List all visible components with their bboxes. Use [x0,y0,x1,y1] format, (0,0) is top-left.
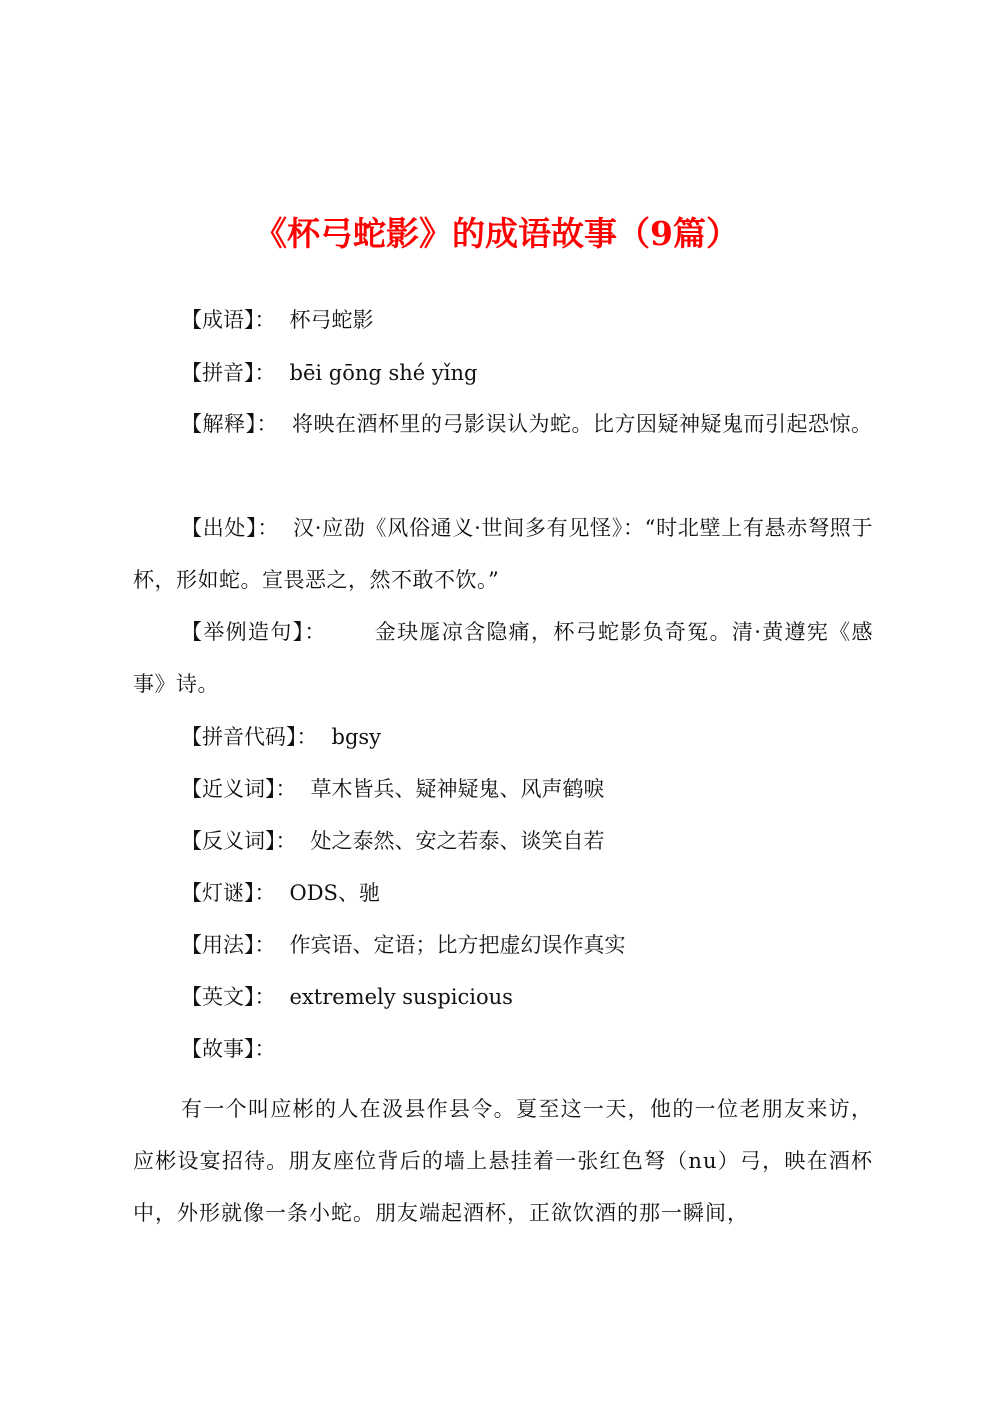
entry-label: 【用法】： [181,933,276,957]
entry-label: 【成语】： [181,308,276,332]
entry-label: 【英文】： [181,985,276,1009]
entry-label: 【灯谜】： [181,881,276,905]
entry-riddle [181,879,380,907]
entry-value: 金玦厖凉含隐痛，杯弓蛇影负奇冤。清·黄遵宪《感事》诗。 [133,620,873,696]
entry-value: ODS、驰 [289,881,380,905]
entry-value: 将映在酒杯里的弓影误认为蛇。比方因疑神疑鬼而引起恐惊。 [292,412,873,436]
entry-antonyms [181,827,605,855]
entry-label: 【反义词】： [181,829,297,853]
entry-pinyin-code [181,723,381,751]
entry-value: bēi gōng shé yǐng [289,361,478,385]
entry-label: 【拼音代码】： [181,725,318,749]
entry-synonyms [181,775,605,803]
entry-label: 【故事】： [181,1037,276,1061]
entry-source [133,502,873,606]
entry-value: 汉·应劭《风俗通义·世间多有见怪》：“时北壁上有悬赤弩照于杯，形如蛇。宣畏恶之，然不敢不饮。” [133,516,873,592]
entry-label: 【拼音】： [181,361,276,385]
entry-pinyin [181,359,477,387]
entry-explanation [133,398,873,450]
entry-label: 【解释】： [181,412,278,436]
entry-label: 【近义词】： [181,777,297,801]
entry-value: 作宾语、定语；比方把虚幻误作真实 [289,933,626,957]
entry-value: 草木皆兵、疑神疑鬼、风声鹤唳 [310,777,605,801]
entry-usage [181,931,626,959]
entry-label: 【出处】： [181,516,280,540]
story-paragraph: 有一个叫应彬的人在汲县作县令。夏至这一天，他的一位老朋友来访，应彬设宴招待。朋友座位背后的墙上悬挂着一张红色弩（nu）弓，映在酒杯中，外形就像一条小蛇。朋友端起酒杯，正欲饮酒的那一瞬间， [133,1097,873,1225]
document-title: 《杯弓蛇影》的成语故事（9篇） [254,214,739,253]
entry-value: 处之泰然、安之若泰、谈笑自若 [310,829,605,853]
entry-label: 【举例造句】： [181,620,327,644]
entry-value: 杯弓蛇影 [289,308,374,332]
entry-value: bgsy [331,725,382,749]
entry-value: extremely suspicious [289,985,513,1009]
entry-example [133,606,873,710]
entry-idiom [181,306,374,334]
entry-story [181,1035,290,1063]
entry-english [181,983,513,1011]
